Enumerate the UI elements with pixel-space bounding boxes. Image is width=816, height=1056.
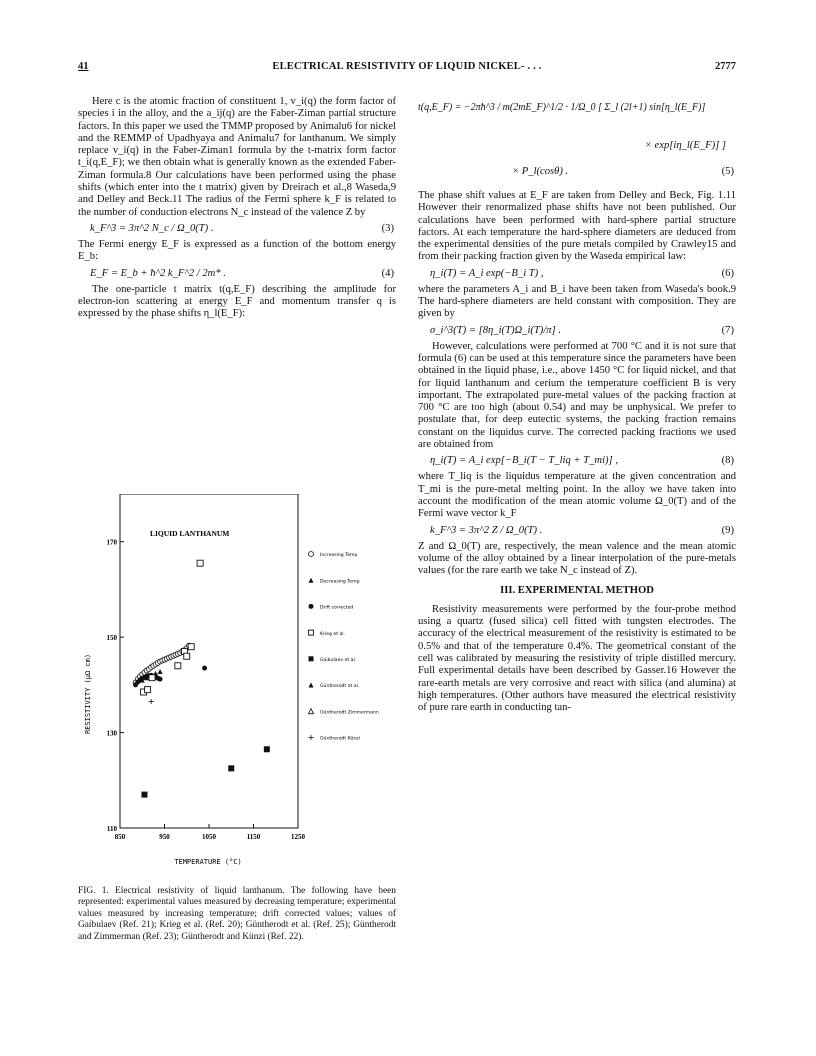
legend-label: Krieg et al. <box>320 631 346 637</box>
data-point-gaibulaev <box>309 656 314 661</box>
paragraph: The one-particle t matrix t(q,E_F) describing the amplitude for electron-ion scattering at energy E_F and momentum transfer q is expressed by the phase shifts η_l(E_F): <box>78 283 396 320</box>
paragraph: Here c is the atomic fraction of constituent 1, v_i(q) the form factor of species i in the alloy, and the a_ij(q) are the Faber-Ziman partial structure factors. In this paper we used the TMMP proposed by Animalu6 for nickel and the REMMP of Upadhyaya and Animalu7 for lanthanum. We simply replace v_i(q) in the Faber-Ziman1 formula by the t-matrix form factor t_i(q,E_F); we then obtain what is generally known as the extended Faber-Ziman formula.8 Our calculations have been performed using the phase shifts (which enter into the t matrix) given by Dreirach et al.,8 Waseda,9 and Delley and Beck.11 The radius of the Fermi sphere k_F is related to the number of conduction electrons N_c instead of the valence Z by <box>78 96 396 218</box>
data-point-krieg <box>197 560 203 566</box>
legend-entry <box>309 552 358 559</box>
equation-8: η_i(T) = A_i exp[−B_i(T − T_liq + T_mi)] , (8) <box>430 455 734 467</box>
data-point-drift-corrected <box>202 666 207 671</box>
series-g-ntherodt-k-nzi <box>149 699 154 704</box>
series-drift-corrected <box>133 666 207 688</box>
legend-label: Increasing Temp <box>320 553 358 559</box>
data-point-triangle <box>158 669 163 674</box>
series-krieg-et-al- <box>141 560 204 695</box>
paragraph: where the parameters A_i and B_i have been taken from Waseda's book.9 The hard-sphere diameters are held constant with composition. They are given by <box>418 283 736 320</box>
x-tick-label: 1250 <box>291 833 305 841</box>
x-tick-label: 950 <box>159 833 170 841</box>
legend-entry <box>309 630 346 637</box>
section-heading: III. EXPERIMENTAL METHOD <box>500 585 654 597</box>
data-point-drift-corrected <box>309 604 314 609</box>
page-number-right: 2777 <box>715 61 736 72</box>
figure-caption: FIG. 1. Electrical resistivity of liquid lanthanum. The following have been represented: experimental values measured by decreasing temperature; experimental values measured by increasing temperature; drift corrected values; values of Gaibulaev (Ref. 21); Krieg et al. (Ref. 20); Güntherodt et al. (Ref. 25); Güntherodt and Zimmerman (Ref. 23); Güntherodt and Künzi (Ref. 22). <box>78 886 396 942</box>
paragraph: The phase shift values at E_F are taken from Delley and Beck, Fig. 1.11 However their renormalized phase shifts have not been published. Our calculations have been performed with hard-sphere partial structure factors. At each temperature the hard-sphere diameters are deduced from the experimental densities of the pure metals compiled by Crawley15 and from their packing fraction given by the Waseda empirical law: <box>418 190 736 263</box>
data-point-gaibulaev <box>264 746 270 752</box>
data-point-plus <box>149 699 154 704</box>
data-point-gaibulaev <box>141 792 147 798</box>
equation-9: k_F^3 = 3π^2 Z / Ω_0(T) . (9) <box>430 524 734 536</box>
paragraph: However, calculations were performed at 700 °C and it is not sure that formula (6) can be used at this temperature since the parameters have been obtained in the liquid phase, i.e., above 1450 °C for liquid nickel, and that for liquid lanthanum and cerium the temperature coefficient B is very important. The extrapolated pure-metal values of the packing fraction at 700 °C are too high (about 0.54) and may be unphysical. We prefer to postulate that, for deep eutectic systems, the packing fraction remains constant on the liquidus curve. The corrected packing fractions we used are obtained from <box>418 340 736 451</box>
data-point-krieg <box>149 675 155 681</box>
figure-1 <box>78 494 408 874</box>
data-point-triangle-open <box>309 709 314 714</box>
legend-label: Güntherodt et al. <box>320 684 360 690</box>
legend-entry <box>309 683 360 690</box>
y-axis-label: RESISTIVITY (μΩ cm) <box>84 653 92 735</box>
legend-label: Gaibulaev et al. <box>320 658 357 663</box>
page-number-left: 41 <box>78 61 89 72</box>
data-point-krieg <box>309 630 314 635</box>
equation-7: σ_i^3(T) = [8η_i(T)Ω_i(T)/π] . (7) <box>430 324 734 336</box>
resistivity-chart <box>78 494 408 874</box>
data-point-triangle <box>309 578 314 583</box>
y-tick-label: 130 <box>106 729 117 738</box>
data-point-krieg <box>175 663 181 669</box>
legend-label: Drift corrected <box>320 605 354 611</box>
equation-4: E_F = E_b + ħ^2 k_F^2 / 2m* . (4) <box>90 267 394 279</box>
legend-entry <box>309 656 357 663</box>
x-axis-label: TEMPERATURE (°C) <box>174 858 242 866</box>
equation-6: η_i(T) = A_i exp(−B_i T) , (6) <box>430 267 734 279</box>
legend-entry <box>309 735 361 742</box>
paragraph: where T_liq is the liquidus temperature at the given concentration and T_mi is the pure-metal melting point. In the alloy we have taken into account the modification of the mean atomic volume Ω_0(T) and of the Fermi wave vector k_F <box>418 471 736 520</box>
equation-5: t(q,E_F) = −2πħ^3 / m(2mE_F)^1/2 · 1/Ω_0 [ Σ_l (2l+1) sin[η_l(E_F)] × exp[iη_l(E_F)] ] × P_l(cosθ) . (5) <box>418 102 734 177</box>
paragraph: The Fermi energy E_F is expressed as a function of the bottom energy E_b: <box>78 238 396 263</box>
running-header <box>78 61 736 77</box>
legend-label: Güntherodt Zimmermann <box>320 710 379 716</box>
x-tick-label: 850 <box>114 833 126 841</box>
running-title: ELECTRICAL RESISTIVITY OF LIQUID NICKEL- . . . <box>272 61 542 72</box>
y-tick-label: 110 <box>106 825 117 833</box>
plot-frame <box>120 494 298 828</box>
data-point-plus <box>309 735 314 740</box>
legend-entry <box>309 709 379 716</box>
x-tick-label: 1150 <box>246 833 261 841</box>
data-point-triangle <box>309 683 314 688</box>
x-tick-label: 1050 <box>202 833 216 841</box>
data-point-krieg <box>145 687 151 693</box>
legend-entry <box>309 604 354 611</box>
chart-title: LIQUID LANTHANUM <box>150 529 230 538</box>
equation-3: k_F^3 = 3π^2 N_c / Ω_0(T) . (3) <box>90 222 394 234</box>
legend-entry <box>309 578 360 585</box>
legend-label: Güntherodt Künzi <box>320 736 360 742</box>
left-column-text <box>78 96 396 320</box>
y-tick-label: 170 <box>106 538 117 547</box>
data-point-gaibulaev <box>228 765 234 771</box>
series-gaibulaev-et-al- <box>141 746 269 797</box>
data-point-krieg <box>188 644 194 650</box>
paragraph: Z and Ω_0(T) are, respectively, the mean valence and the mean atomic volume of the alloy obtained by a linear interpolation of the pure-metals values (for the rare earth we take N_c instead of Z). <box>418 540 736 577</box>
data-point-drift-corrected <box>158 677 163 682</box>
right-column-text <box>418 96 736 714</box>
legend-label: Decreasing Temp <box>320 579 360 585</box>
paragraph: Resistivity measurements were performed by the four-probe method using a quartz (fused silica) cell fitted with tungsten electrodes. The accuracy of the electrical measurement of the resistivity is estimated to be 0.5% and that of the temperature 0.4%. The geometrical constant of the cell was calibrated by measuring the resistivity of triple distilled mercury. Full experimental details have been described by Gasser.16 However the rare-earth metals are very corrosive and react with silica (and alumina) at high temperatures. (Other authors have measured the electrical resistivity of pure rare earth in conducting tan- <box>418 603 736 714</box>
data-point-krieg <box>184 653 190 659</box>
data-point-increasing <box>309 552 314 557</box>
y-tick-label: 150 <box>106 634 117 643</box>
